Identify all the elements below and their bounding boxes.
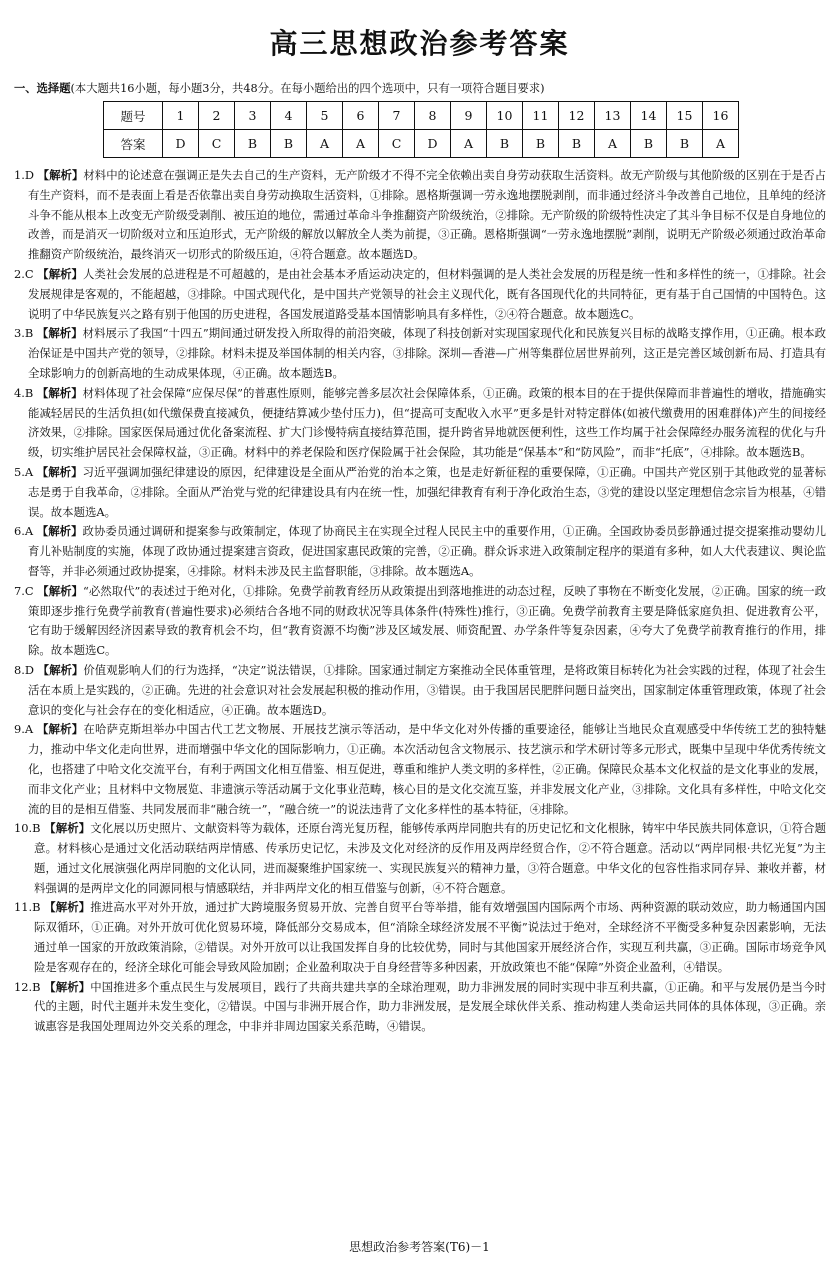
item-explanation-text: 材料体现了社会保障“应保尽保”的普惠性原则，能够完善多层次社会保障体系，①正确。政策的根本目的在于提供保障而非普遍性的增收，措施确实能减轻居民的生活负担(如代缴保费直接减负，便捷结算减少垫付压力)，但“提高可支配收入水平”更多是针对特定群体(如被代缴费用的困难群体)产生的间接经济效果，②排除。国家医保局通过优化备案流程、扩大门诊慢特病直接结算范围，提升跨省异地就医便利性，这些工作均属于社会保障经办服务流程的优化与升级，切实维护居民社会保障权益，③正确。材料中的养老保险和医疗保险属于社会保险，其功能是“保基本”和“防风险”，而非“托底”，④排除。故本题选B。 (28, 385, 826, 460)
item-explanation-text: 在哈萨克斯坦举办中国古代工艺文物展、开展技艺演示等活动，是中华文化对外传播的重要途径，能够让当地民众直观感受中华传统工艺的独特魅力，推动中华文化走向世界，进而增强中华文化的国际影响力，①正确。本次活动包含文物展示、技艺演示和学术研讨等多元形式，既集中呈现中华优秀传统文化，也搭建了中哈文化交流平台，有利于两国文化相互借鉴、相互促进，尊重和维护人类文明的多样性，②正确。保障民众基本文化权益的是文化事业的发展，而非文化产业；且材料中文物展览、非遗演示等活动属于文化事业范畴，核心目的是文化交流互鉴，并非发展文化产业，③排除。文化具有多样性，中哈文化交流的目的是相互借鉴、共同发展而非“融合统一”，“融合统一”的说法违背了文化多样性的基本特征，④排除。 (28, 722, 826, 816)
item-explanation-text: 推进高水平对外开放，通过扩大跨境服务贸易开放、完善自贸平台等举措，能有效增强国内国际两个市场、两种资源的联动效应，助力畅通国内国际双循环，①正确。对外开放可优化贸易环境，降低部分交易成本，但“消除全球经济发展不平衡”说法过于绝对，全球经济不平衡受多种复杂因素影响，无法通过单一国家的开放政策消除，②错误。对外开放可以让我国发挥自身的比较优势，同时与其他国家开展经济合作，实现互利共赢，③正确。国际市场竞争风险是客观存在的，经济全球化可能会导致风险加剧；企业盈利取决于自身经营等多种因素，开放政策也不能“保障”外资企业盈利，④错误。 (34, 900, 826, 974)
answer-table-number-row (104, 102, 739, 130)
item-explanation-text: 习近平强调加强纪律建设的原因，纪律建设是全面从严治党的治本之策，也是走好新征程的重要保障，①正确。中国共产党区别于其他政党的显著标志是勇于自我革命，②排除。全面从严治党与党的纪律建设具有内在统一性，加强纪律教育有利于净化政治生态，③党的建设以坚定理想信念宗旨为根基，④错误。故本题选A。 (28, 464, 826, 519)
analysis-tag: 【解析】 (36, 722, 84, 737)
answer-cell: B (559, 130, 595, 158)
section-description: (本大题共16小题，每小题3分，共48分。在每小题给出的四个选项中，只有一项符合题目要求) (70, 82, 545, 95)
analysis-tag: 【解析】 (36, 464, 83, 479)
answer-cell: A (451, 130, 487, 158)
explanation-item (14, 463, 826, 522)
analysis-tag: 【解析】 (36, 326, 83, 341)
page-title: 高三思想政治参考答案 (269, 27, 570, 60)
question-number-cell: 16 (703, 102, 739, 130)
explanation-item (14, 522, 826, 581)
item-answer-prefix: 2.C (14, 266, 34, 281)
item-answer-prefix: 4.B (14, 385, 34, 400)
answer-cell: B (631, 130, 667, 158)
answer-table-answer-row (104, 130, 739, 158)
question-number-cell: 2 (199, 102, 235, 130)
item-explanation-text: 价值观影响人们的行为选择，“决定”说法错误，①排除。国家通过制定方案推动全民体重管理，是将政策目标转化为社会实践的过程，体现了社会生活在本质上是实践的，②正确。先进的社会意识对社会发展起积极的推动作用，③错误。由于我国居民肥胖问题日益突出，国家制定体重管理政策，体现了社会意识的变化与社会存在的变化相适应，④正确。故本题选D。 (28, 662, 826, 717)
question-number-cell: 5 (307, 102, 343, 130)
answer-cell: B (523, 130, 559, 158)
item-explanation-text: 中国推进多个重点民生与发展项目，践行了共商共建共享的全球治理观，助力非洲发展的同时实现中非互利共赢，①正确。和平与发展仍是当今时代的主题，时代主题并未发生变化，②错误。中国与非洲开展合作，助力非洲发展，是发展全球伙伴关系、推动构建人类命运共同体的具体体现，③正确。亲诚惠容是我国处理周边外交关系的理念，中非并非周边国家关系范畴，④错误。 (34, 979, 826, 1034)
item-answer-prefix: 1.D (14, 168, 35, 182)
item-answer-prefix: 8.D (14, 662, 35, 677)
question-number-cell: 4 (271, 102, 307, 130)
answer-cell: A (343, 130, 379, 158)
explanation-item (14, 384, 826, 463)
explanation-item (14, 166, 826, 265)
question-number-cell: 3 (235, 102, 271, 130)
answer-cell: C (199, 130, 235, 158)
number-row-header: 题号 (104, 102, 163, 130)
item-answer-prefix: 7.C (14, 583, 34, 598)
section-label: 一、选择题 (14, 81, 71, 95)
question-number-cell: 14 (631, 102, 667, 130)
analysis-tag: 【解析】 (37, 583, 83, 598)
item-explanation-text: 文化展以历史照片、文献资料等为载体，还原台湾光复历程，能够传承两岸同胞共有的历史记忆和文化根脉，铸牢中华民族共同体意识，①符合题意。材料核心是通过文化活动联结两岸情感、传承历史记忆，未涉及文化对经济的反作用及两岸经贸合作，②不符合题意。活动以“两岸同根·共忆光复”为主题，通过文化展演强化两岸同胞的文化认同，进而凝聚维护国家统一、实现民族复兴的精神力量，③符合题意。中华文化的包容性指求同存异、兼收并蓄，材料强调的是两岸文化的同源同根与情感联结，并非两岸文化的相互借鉴与创新，④不符合题意。 (34, 821, 826, 895)
question-number-cell: 6 (343, 102, 379, 130)
explanation-item (14, 978, 826, 1037)
item-answer-prefix: 5.A (14, 464, 34, 479)
answer-cell: C (379, 130, 415, 158)
analysis-tag: 【解析】 (37, 168, 84, 182)
question-number-cell: 13 (595, 102, 631, 130)
answer-cell: A (595, 130, 631, 158)
answer-cell: A (703, 130, 739, 158)
analysis-tag: 【解析】 (44, 900, 91, 915)
item-answer-prefix: 9.A (14, 722, 34, 737)
explanation-item (14, 720, 826, 819)
item-explanation-text: 材料中的论述意在强调正是失去自己的生产资料，无产阶级才不得不完全依赖出卖自身劳动获取生活资料。故无产阶级与其他阶级的区别在于是否占有生产资料，而不是表面上看是否依靠出卖自身劳动换取生活资料，①排除。恩格斯强调一劳永逸地摆脱剥削，而非通过经济斗争改善自己地位，且单纯的经济斗争不能从根本上改变无产阶级受剥削、被压迫的地位，需通过革命斗争推翻资产阶级统治，②排除。无产阶级的阶级特性决定了其斗争目标不仅是自身地位的改善，而是消灭一切阶级对立和压迫形式，无产阶级的解放以解放全人类为前提，③正确。恩格斯强调“一劳永逸地摆脱”剥削，说明无产阶级必须通过政治革命推翻资产阶级统治，最终消灭一切形式的阶级压迫，④符合题意。故本题选D。 (28, 168, 826, 262)
item-answer-prefix: 12.B (14, 979, 41, 994)
answer-cell: D (415, 130, 451, 158)
explanation-item (14, 898, 826, 977)
item-answer-prefix: 10.B (14, 821, 41, 836)
item-explanation-text: 材料展示了我国“十四五”期间通过研发投入所取得的前沿突破，体现了科技创新对实现国家现代化和民族复兴目标的战略支撑作用，①正确。根本政治保证是中国共产党的领导，②排除。材料未提及举国体制的相关内容，③排除。深圳—香港—广州等集群位居世界前列，这正是完善区域创新布局、打造具有全球影响力的创新高地的生动成果体现，④正确。故本题选B。 (28, 326, 826, 380)
question-number-cell: 10 (487, 102, 523, 130)
analysis-tag: 【解析】 (36, 524, 83, 539)
answer-cell: B (271, 130, 307, 158)
explanation-item (14, 582, 826, 661)
answer-cell: B (487, 130, 523, 158)
explanation-item (14, 819, 826, 898)
section-heading (14, 80, 834, 97)
item-answer-prefix: 11.B (14, 900, 41, 915)
answer-table (103, 101, 739, 158)
explanation-item (14, 661, 826, 720)
question-number-cell: 12 (559, 102, 595, 130)
analysis-tag: 【解析】 (44, 979, 91, 994)
question-number-cell: 15 (667, 102, 703, 130)
answer-row-header: 答案 (104, 130, 163, 158)
item-explanation-text: “必然取代”的表述过于绝对化，①排除。免费学前教育经历从政策提出到落地推进的动态过程，反映了事物在不断变化发展，②正确。国家的统一政策即逐步推行免费学前教育(普遍性要求)必须结合各地不同的财政状况等具体条件(特殊性)推行，③正确。免费学前教育主要是降低家庭负担、促进教育公平，它有助于缓解因经济因素导致的教育机会不均，但“教育资源不均衡”涉及区域发展、师资配置、办学条件等复杂因素，④夸大了免费学前教育推行的作用，排除。故本题选C。 (28, 583, 826, 658)
analysis-tag: 【解析】 (44, 821, 91, 836)
answer-cell: A (307, 130, 343, 158)
question-number-cell: 8 (415, 102, 451, 130)
analysis-tag: 【解析】 (37, 662, 84, 677)
answer-cell: B (235, 130, 271, 158)
question-number-cell: 1 (163, 102, 199, 130)
explanation-item (14, 324, 826, 383)
question-number-cell: 9 (451, 102, 487, 130)
answer-cell: B (667, 130, 703, 158)
analysis-tag: 【解析】 (36, 385, 83, 400)
page-footer: 思想政治参考答案(T6)－1 (349, 1240, 490, 1254)
item-answer-prefix: 3.B (14, 326, 34, 341)
item-explanation-text: 人类社会发展的总进程是不可超越的，是由社会基本矛盾运动决定的，但材料强调的是人类社会发展的历程是统一性和多样性的统一，①排除。社会发展规律是客观的，不能超越，③排除。中国式现代化，是中国共产党领导的社会主义现代化，既有各国现代化的共同特征，更有基于自己国情的中国特色。这说明了中华民族复兴之路有别于他国的历史进程，各国发展道路受基本国情影响具有多样性，②④符合题意。故本题选C。 (28, 266, 826, 321)
analysis-tag: 【解析】 (37, 266, 83, 281)
question-number-cell: 7 (379, 102, 415, 130)
item-explanation-text: 政协委员通过调研和提案参与政策制定，体现了协商民主在实现全过程人民民主中的重要作用，①正确。全国政协委员彭静通过提交提案推动婴幼儿育儿补贴制度的实施，体现了政协通过提案建言资政，促进国家惠民政策的完善，②正确。群众诉求进入政策制定程序的渠道有多种，如人大代表建议、舆论监督等，并非必须通过政协提案，④排除。材料未涉及民主监督职能，③排除。故本题选A。 (28, 524, 826, 578)
item-answer-prefix: 6.A (14, 524, 34, 539)
question-number-cell: 11 (523, 102, 559, 130)
answer-cell: D (163, 130, 199, 158)
explanation-item (14, 265, 826, 324)
explanations-list (14, 166, 826, 1037)
